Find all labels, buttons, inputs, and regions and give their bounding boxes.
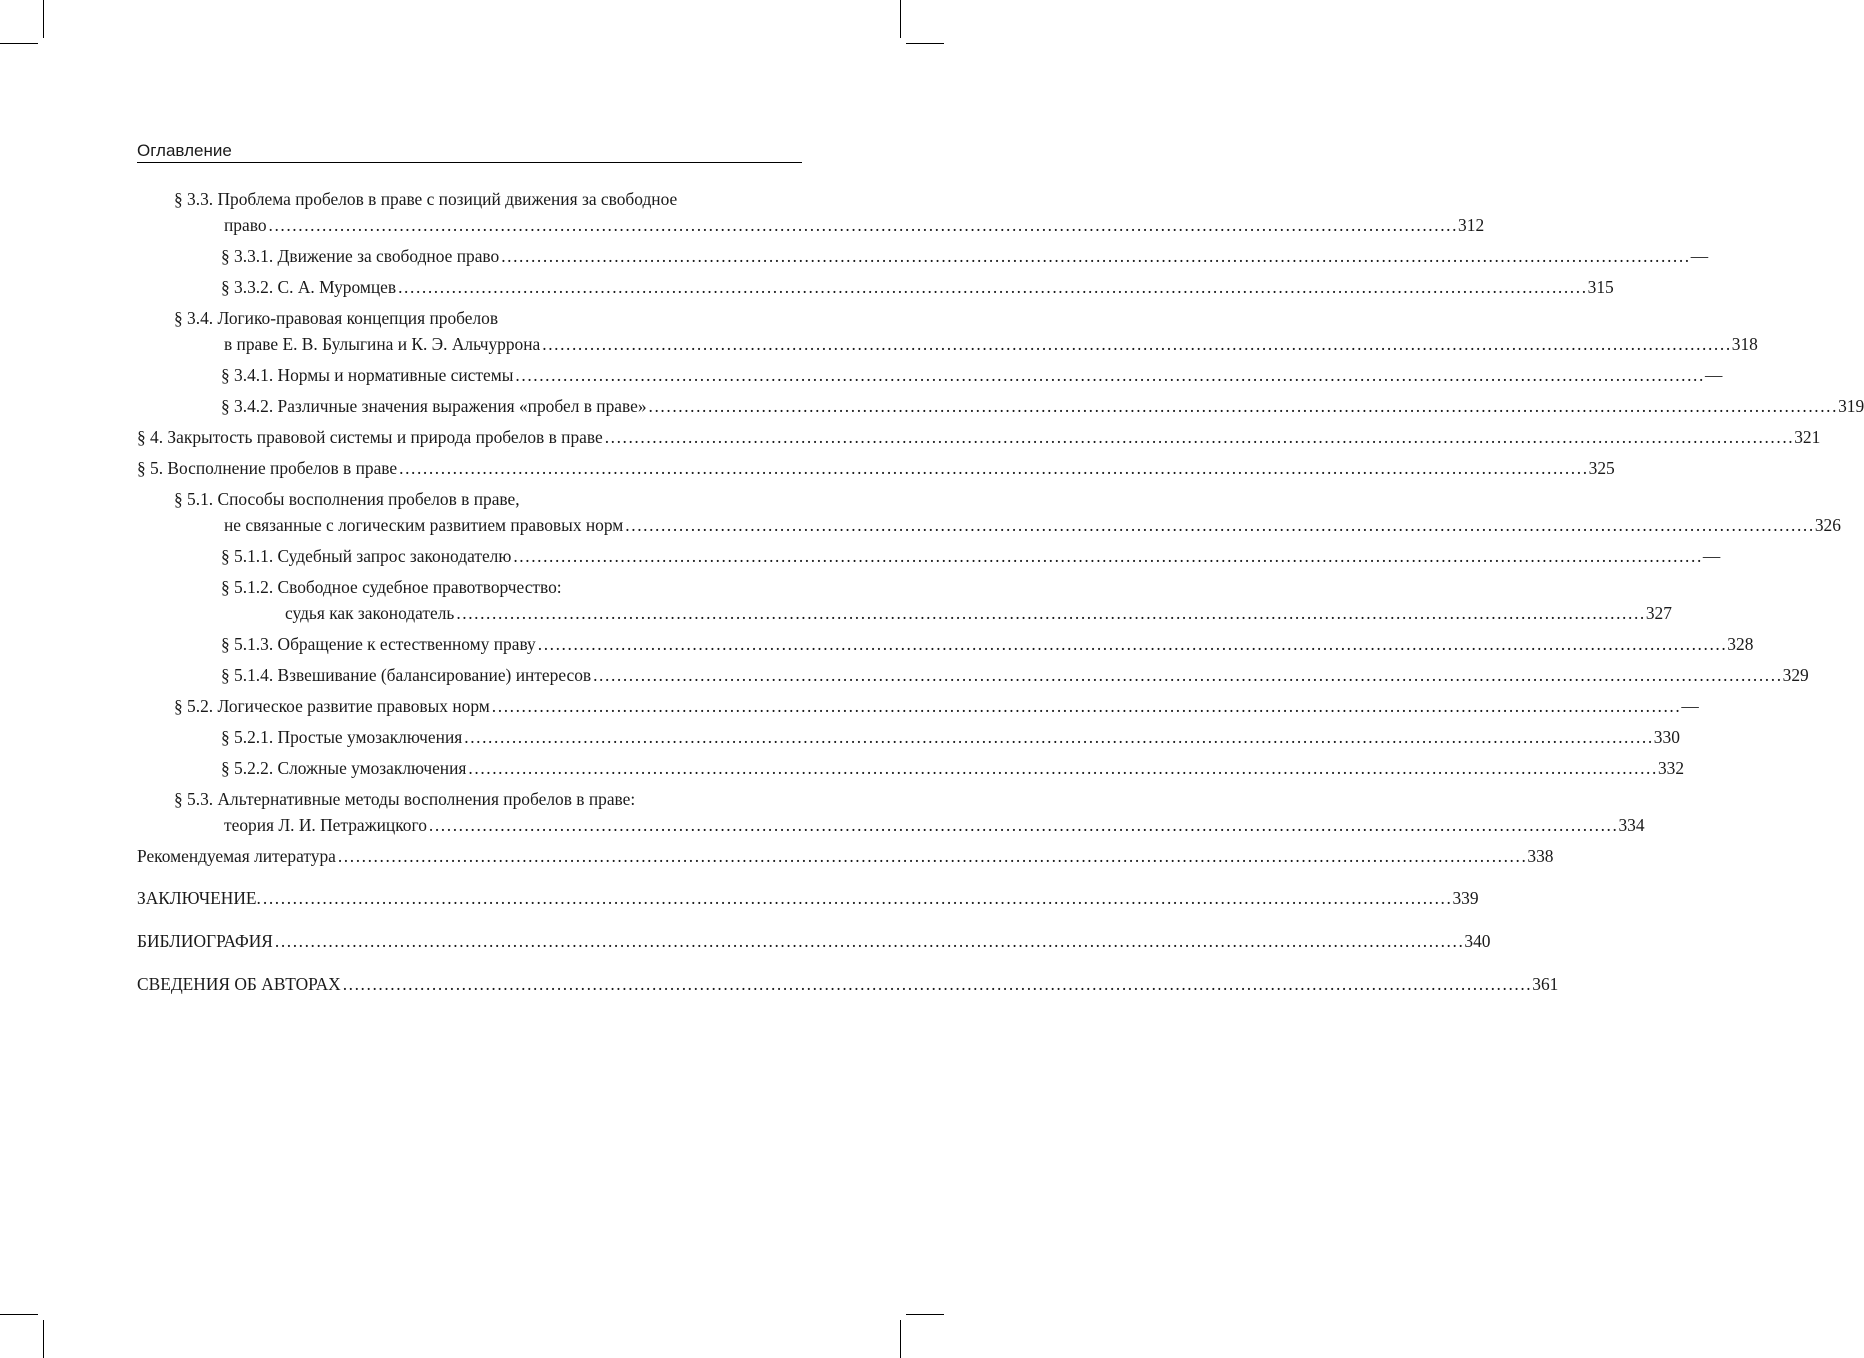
toc-page-number: 332 bbox=[1657, 758, 1685, 778]
toc-entry[interactable] bbox=[137, 186, 1485, 238]
toc-entry[interactable] bbox=[137, 885, 1479, 911]
toc-entry-title: § 4. Закрытость правовой системы и природа пробелов в праве bbox=[137, 427, 603, 447]
toc-entry-title: § 3.3. Проблема пробелов в праве с позиций движения за свободное bbox=[174, 189, 678, 209]
toc-page-number: 328 bbox=[1727, 634, 1754, 654]
toc-entry[interactable] bbox=[137, 543, 1721, 569]
toc-entry-title-cont: не связанные с логическим развитием правовых норм bbox=[224, 515, 624, 535]
leader-dots: ........................................................................................................................................................................................................ bbox=[342, 974, 1533, 994]
toc-entry[interactable] bbox=[137, 243, 1709, 269]
toc-entry-title-cont: право bbox=[224, 215, 267, 235]
toc-page-number: 325 bbox=[1588, 458, 1615, 478]
leader-dots: ........................................................................................................................................................................................................ bbox=[491, 696, 1682, 716]
leader-dots: ........................................................................................................................................................................................................ bbox=[399, 458, 1589, 478]
crop-mark bbox=[0, 43, 38, 44]
leader-dots: ........................................................................................................................................................................................................ bbox=[604, 427, 1795, 447]
toc-page-number: 327 bbox=[1645, 603, 1672, 623]
running-header: Оглавление bbox=[137, 141, 232, 160]
leader-dots: ........................................................................................................................................................................................................ bbox=[537, 634, 1728, 654]
toc-entry-title: § 5.1.4. Взвешивание (балансирование) интересов bbox=[221, 665, 592, 685]
leader-dots: ........................................................................................................................................................................................................ bbox=[513, 546, 1703, 566]
crop-mark bbox=[900, 0, 901, 38]
toc-page-number: — bbox=[1690, 246, 1709, 266]
header-rule bbox=[137, 162, 802, 163]
toc-entry[interactable] bbox=[137, 574, 1672, 626]
leader-dots: ........................................................................................................................................................................................................ bbox=[648, 396, 1839, 416]
crop-mark bbox=[43, 1320, 44, 1358]
toc-entry[interactable] bbox=[137, 662, 1809, 688]
leader-dots: ........................................................................................................................................................................................................ bbox=[398, 277, 1588, 297]
toc-entry[interactable] bbox=[137, 631, 1754, 657]
toc-entry-title: § 5.1.3. Обращение к естественному праву bbox=[221, 634, 536, 654]
toc-page-number: 315 bbox=[1587, 277, 1614, 297]
toc-entry[interactable] bbox=[137, 362, 1723, 388]
toc-page-number: 334 bbox=[1618, 815, 1645, 835]
leader-dots: ........................................................................................................................................................................................................ bbox=[542, 334, 1732, 354]
toc-entry-title: § 5.3. Альтернативные методы восполнения пробелов в праве: bbox=[174, 789, 636, 809]
toc-entry-title: § 5.2. Логическое развитие правовых норм bbox=[174, 696, 490, 716]
leader-dots: ........................................................................................................................................................................................................ bbox=[501, 246, 1691, 266]
toc-entry-title: ЗАКЛЮЧЕНИЕ. bbox=[137, 888, 261, 908]
toc-entry[interactable] bbox=[137, 455, 1615, 481]
toc-entry-title: § 5. Восполнение пробелов в праве bbox=[137, 458, 398, 478]
toc-entry-title-cont: судья как законодатель bbox=[285, 603, 455, 623]
toc-entry-title: § 3.3.2. С. А. Муромцев bbox=[221, 277, 397, 297]
leader-dots: ........................................................................................................................................................................................................ bbox=[515, 365, 1705, 385]
toc-entry-title: § 3.4. Логико-правовая концепция пробелов bbox=[174, 308, 499, 328]
toc-entry-title-cont: теория Л. И. Петражицкого bbox=[224, 815, 427, 835]
table-of-contents bbox=[137, 186, 1864, 997]
crop-mark bbox=[900, 1320, 901, 1358]
toc-entry[interactable] bbox=[137, 843, 1554, 869]
toc-entry[interactable] bbox=[137, 693, 1699, 719]
crop-mark bbox=[43, 0, 44, 38]
toc-entry-title: § 3.3.1. Движение за свободное право bbox=[221, 246, 500, 266]
leader-dots: ........................................................................................................................................................................................................ bbox=[456, 603, 1646, 623]
leader-dots: ........................................................................................................................................................................................................ bbox=[428, 815, 1619, 835]
leader-dots: ........................................................................................................................................................................................................ bbox=[262, 888, 1453, 908]
toc-entry[interactable] bbox=[137, 971, 1559, 997]
toc-page-number: 321 bbox=[1794, 427, 1821, 447]
crop-mark bbox=[0, 1314, 38, 1315]
toc-entry[interactable] bbox=[137, 486, 1841, 538]
toc-entry-title: § 5.2.2. Сложные умозаключения bbox=[221, 758, 467, 778]
toc-page-number: 361 bbox=[1532, 974, 1559, 994]
leader-dots: ........................................................................................................................................................................................................ bbox=[274, 931, 1465, 951]
toc-entry[interactable] bbox=[137, 724, 1680, 750]
toc-entry-title: § 3.4.2. Различные значения выражения «пробел в праве» bbox=[221, 396, 647, 416]
leader-dots: ........................................................................................................................................................................................................ bbox=[625, 515, 1815, 535]
leader-dots: ........................................................................................................................................................................................................ bbox=[593, 665, 1783, 685]
toc-page-number: 340 bbox=[1464, 931, 1491, 951]
toc-page-number: 329 bbox=[1782, 665, 1809, 685]
toc-entry-title-cont: в праве Е. В. Булыгина и К. Э. Альчуррона bbox=[224, 334, 541, 354]
toc-page-number: 330 bbox=[1653, 727, 1680, 747]
crop-mark bbox=[906, 1314, 944, 1315]
toc-page-number: — bbox=[1702, 546, 1721, 566]
toc-entry[interactable] bbox=[137, 928, 1491, 954]
toc-entry-title: Рекомендуемая литература bbox=[137, 846, 336, 866]
toc-entry[interactable] bbox=[137, 274, 1614, 300]
toc-page-number: — bbox=[1681, 696, 1699, 716]
toc-entry[interactable] bbox=[137, 755, 1685, 781]
crop-mark bbox=[906, 43, 944, 44]
toc-entry-title: § 5.2.1. Простые умозаключения bbox=[221, 727, 463, 747]
toc-entry-title: БИБЛИОГРАФИЯ bbox=[137, 931, 273, 951]
toc-page-number: 312 bbox=[1458, 215, 1485, 235]
leader-dots: ........................................................................................................................................................................................................ bbox=[464, 727, 1654, 747]
toc-page-number: — bbox=[1704, 365, 1723, 385]
toc-page-number: 338 bbox=[1527, 846, 1554, 866]
toc-page-number: 339 bbox=[1452, 888, 1479, 908]
toc-entry-title: СВЕДЕНИЯ ОБ АВТОРАХ bbox=[137, 974, 341, 994]
leader-dots: ........................................................................................................................................................................................................ bbox=[337, 846, 1528, 866]
toc-entry-title: § 3.4.1. Нормы и нормативные системы bbox=[221, 365, 514, 385]
toc-entry-title: § 5.1. Способы восполнения пробелов в праве, bbox=[174, 489, 520, 509]
leader-dots: ........................................................................................................................................................................................................ bbox=[268, 215, 1459, 235]
toc-entry-title: § 5.1.2. Свободное судебное правотворчество: bbox=[221, 577, 562, 597]
toc-entry[interactable] bbox=[137, 786, 1645, 838]
toc-entry-title: § 5.1.1. Судебный запрос законодателю bbox=[221, 546, 512, 566]
toc-entry[interactable] bbox=[137, 305, 1758, 357]
toc-entry[interactable] bbox=[137, 424, 1821, 450]
leader-dots: ........................................................................................................................................................................................................ bbox=[468, 758, 1658, 778]
toc-entry[interactable] bbox=[137, 393, 1864, 419]
toc-page-number: 319 bbox=[1838, 396, 1864, 416]
toc-page-number: 318 bbox=[1731, 334, 1758, 354]
toc-page-number: 326 bbox=[1814, 515, 1841, 535]
